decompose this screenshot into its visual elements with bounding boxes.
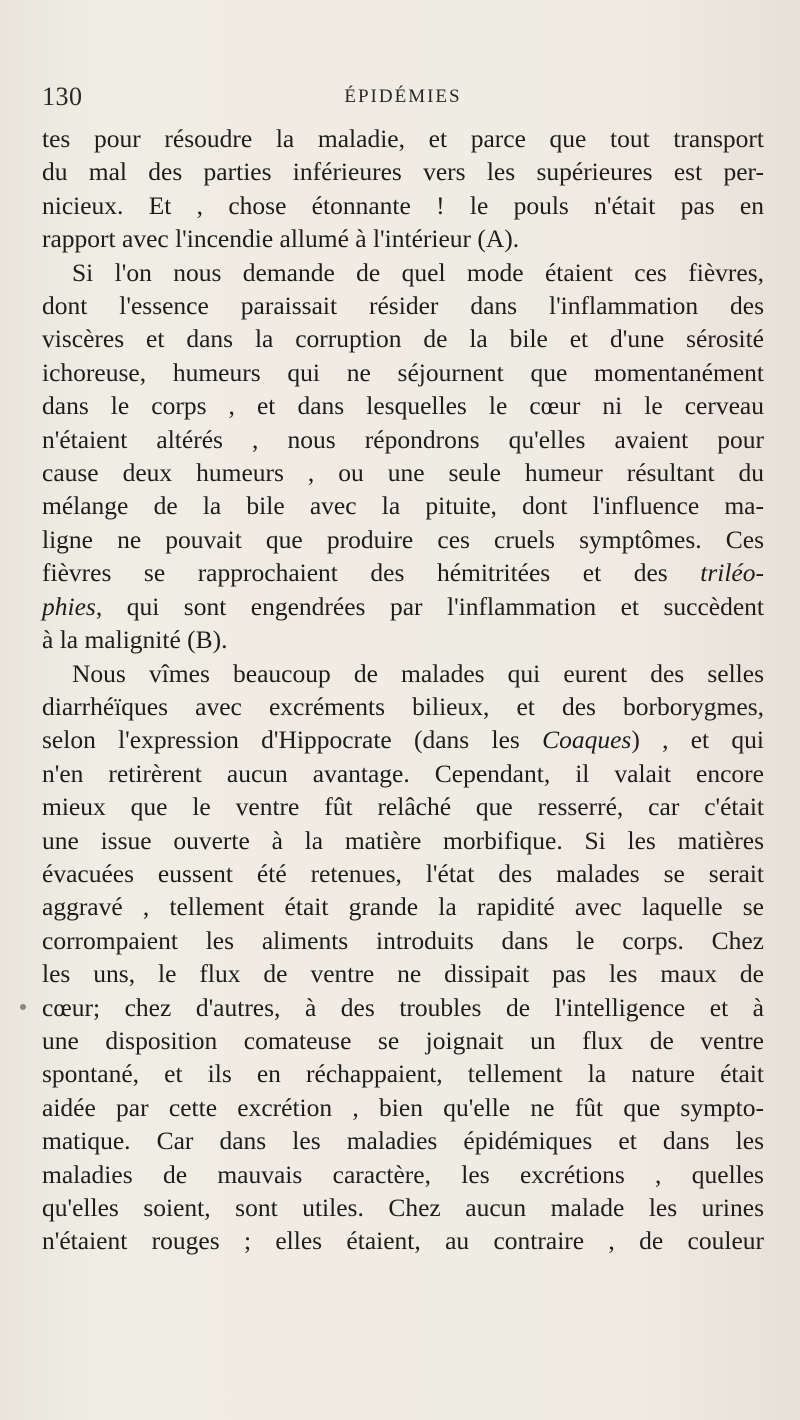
text-line: évacuées eussent été retenues, l'état des malades se serait bbox=[42, 858, 764, 888]
text-line: cause deux humeurs , ou une seule humeur résultant du bbox=[42, 458, 764, 488]
text-line-with-italic bbox=[42, 723, 764, 756]
text-segment: , qui sont engendrées par l'inflammation et succèdent bbox=[95, 591, 764, 621]
text-line: dans le corps , et dans lesquelles le cœur ni le cerveau bbox=[42, 391, 764, 421]
text-line: n'étaient altérés , nous répondrons qu'elles avaient pour bbox=[42, 424, 764, 454]
text-line: viscères et dans la corruption de la bile et d'une sérosité bbox=[42, 324, 764, 354]
text-line: une issue ouverte à la matière morbifique. Si les matières bbox=[42, 825, 764, 855]
text-line: tes pour résoudre la maladie, et parce que tout transport bbox=[42, 124, 764, 153]
page-header bbox=[42, 82, 764, 112]
text-line: ichoreuse, humeurs qui ne séjournent que momentanément bbox=[42, 357, 764, 387]
text-line: nicieux. Et , chose étonnante ! le pouls n'était pas en bbox=[42, 190, 764, 220]
text-line: diarrhéïques avec excréments bilieux, et des borborygmes, bbox=[42, 691, 764, 721]
text-line: n'étaient rouges ; elles étaient, au contraire , de couleur bbox=[42, 1226, 764, 1256]
text-line: mélange de la bile avec la pituite, dont l'influence ma- bbox=[42, 491, 764, 521]
italic-term: triléo- bbox=[700, 558, 764, 588]
text-line: à la malignité (B). bbox=[42, 625, 228, 655]
italic-title: Coaques bbox=[542, 725, 632, 755]
text-segment: fièvres se rapprochaient des hémitritées et des bbox=[42, 558, 701, 588]
text-line: cœur; chez d'autres, à des troubles de l'intelligence et à bbox=[42, 992, 764, 1022]
text-line: corrompaient les aliments introduits dans le corps. Chez bbox=[42, 925, 764, 955]
text-line: les uns, le flux de ventre ne dissipait pas les maux de bbox=[42, 959, 764, 989]
text-line: rapport avec l'incendie allumé à l'intérieur (A). bbox=[42, 224, 520, 254]
margin-mark bbox=[20, 1004, 26, 1010]
text-line: mieux que le ventre fût relâché que resserré, car c'était bbox=[42, 792, 764, 822]
text-line: Nous vîmes beaucoup de malades qui eurent des selles bbox=[72, 658, 764, 688]
text-line: ligne ne pouvait que produire ces cruels symptômes. Ces bbox=[42, 524, 764, 554]
text-line: qu'elles soient, sont utiles. Chez aucun malade les urines bbox=[42, 1193, 764, 1222]
text-segment: selon l'expression d'Hippocrate (dans les bbox=[42, 725, 543, 755]
text-line: spontané, et ils en réchappaient, tellement la nature était bbox=[42, 1059, 764, 1089]
text-line: aggravé , tellement était grande la rapidité avec laquelle se bbox=[42, 892, 764, 922]
page-number: 130 bbox=[42, 82, 83, 111]
text-line: matique. Car dans les maladies épidémiques et dans les bbox=[42, 1126, 764, 1156]
text-line: une disposition comateuse se joignait un flux de ventre bbox=[42, 1025, 764, 1055]
text-line: maladies de mauvais caractère, les excrétions , quelles bbox=[42, 1159, 764, 1189]
text-line: dont l'essence paraissait résider dans l'inflammation des bbox=[42, 291, 764, 321]
text-line: du mal des parties inférieures vers les supérieures est per- bbox=[42, 157, 764, 187]
body-text bbox=[42, 122, 764, 1258]
text-line-with-italic bbox=[42, 556, 764, 589]
text-line: aidée par cette excrétion , bien qu'elle ne fût que sympto- bbox=[42, 1092, 764, 1122]
italic-term: phies bbox=[42, 591, 96, 621]
running-head: ÉPIDÉMIES bbox=[344, 86, 462, 107]
text-segment: ) , et qui bbox=[631, 725, 764, 755]
text-line-with-italic bbox=[42, 590, 764, 623]
text-line: n'en retirèrent aucun avantage. Cependant, il valait encore bbox=[42, 758, 764, 788]
text-line: Si l'on nous demande de quel mode étaient ces fièvres, bbox=[72, 257, 764, 287]
